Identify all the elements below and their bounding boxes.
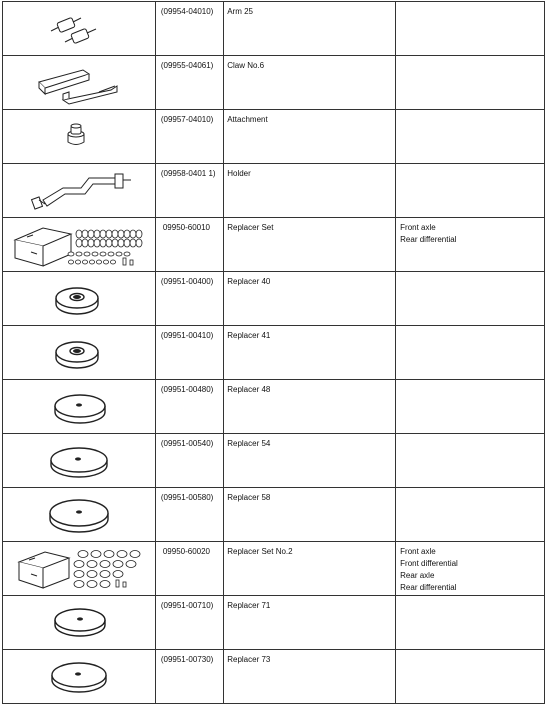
part-number: (09951-00730) <box>160 655 214 664</box>
part-number: (09958-0401 1) <box>160 169 216 178</box>
tool-name: Replacer 71 <box>227 601 271 610</box>
notes-cell <box>396 164 545 218</box>
replacer-disc-icon <box>3 488 154 542</box>
note-line: Rear axle <box>400 571 435 580</box>
note-line: Rear differential <box>400 583 457 592</box>
table-row <box>3 596 545 650</box>
replacer-disc-icon <box>3 326 154 380</box>
table-row <box>3 326 545 380</box>
part-number: (09955-04061) <box>160 61 214 70</box>
table-row <box>3 218 545 272</box>
replacer-set-case-icon <box>3 218 154 272</box>
notes-cell <box>396 488 545 542</box>
illustration-cell <box>3 218 156 272</box>
table-row <box>3 650 545 704</box>
illustration-cell <box>3 380 156 434</box>
table-row <box>3 488 545 542</box>
tool-name: Claw No.6 <box>227 61 265 70</box>
table-row <box>3 2 545 56</box>
notes-cell <box>396 56 545 110</box>
notes-cell <box>396 434 545 488</box>
part-number: (09957-04010) <box>160 115 214 124</box>
notes-cell <box>396 218 545 272</box>
part-number: (09954-04010) <box>160 7 214 16</box>
table-row <box>3 380 545 434</box>
tool-name: Replacer Set <box>227 223 274 232</box>
claw-icon <box>3 56 154 110</box>
illustration-cell <box>3 542 156 596</box>
table-row <box>3 272 545 326</box>
illustration-cell <box>3 2 156 56</box>
table-row <box>3 56 545 110</box>
replacer-disc-icon <box>3 272 154 326</box>
attachment-nut-icon <box>3 110 154 164</box>
tool-name: Replacer 58 <box>227 493 271 502</box>
note-line: Front axle <box>400 223 436 232</box>
illustration-cell <box>3 326 156 380</box>
illustration-cell <box>3 650 156 704</box>
part-number: 09950-60020 <box>162 547 210 556</box>
note-line: Front axle <box>400 547 436 556</box>
notes-cell <box>396 380 545 434</box>
tool-name: Arm 25 <box>227 7 254 16</box>
part-number: (09951-00540) <box>160 439 214 448</box>
replacer-disc-icon <box>3 434 154 488</box>
table-row <box>3 110 545 164</box>
tool-name: Replacer 40 <box>227 277 271 286</box>
arm-bolts-icon <box>3 2 154 56</box>
table-row <box>3 434 545 488</box>
part-number: 09950-60010 <box>162 223 210 232</box>
note-line: Front differential <box>400 559 458 568</box>
notes-cell <box>396 650 545 704</box>
notes-cell <box>396 272 545 326</box>
notes-cell <box>396 542 545 596</box>
tool-name: Replacer 41 <box>227 331 271 340</box>
notes-cell <box>396 110 545 164</box>
holder-bar-icon <box>3 164 154 218</box>
illustration-cell <box>3 434 156 488</box>
tool-name: Attachment <box>227 115 268 124</box>
illustration-cell <box>3 596 156 650</box>
illustration-cell <box>3 164 156 218</box>
part-number: (09951-00400) <box>160 277 214 286</box>
replacer-set-case-icon <box>3 542 154 596</box>
tool-name: Holder <box>227 169 251 178</box>
tool-name: Replacer 73 <box>227 655 271 664</box>
replacer-disc-icon <box>3 650 154 704</box>
illustration-cell <box>3 272 156 326</box>
notes-cell <box>396 596 545 650</box>
note-line: Rear differential <box>400 235 457 244</box>
illustration-cell <box>3 56 156 110</box>
tool-name: Replacer 48 <box>227 385 271 394</box>
illustration-cell <box>3 488 156 542</box>
part-number: (09951-00710) <box>160 601 214 610</box>
notes-cell <box>396 326 545 380</box>
replacer-disc-icon <box>3 380 154 434</box>
part-number: (09951-00580) <box>160 493 214 502</box>
special-service-tools-table <box>2 1 545 704</box>
tool-name: Replacer 54 <box>227 439 271 448</box>
replacer-disc-icon <box>3 596 154 650</box>
table-row <box>3 542 545 596</box>
illustration-cell <box>3 110 156 164</box>
notes-cell <box>396 2 545 56</box>
table-row <box>3 164 545 218</box>
part-number: (09951-00410) <box>160 331 214 340</box>
tool-name: Replacer Set No.2 <box>227 547 293 556</box>
part-number: (09951-00480) <box>160 385 214 394</box>
